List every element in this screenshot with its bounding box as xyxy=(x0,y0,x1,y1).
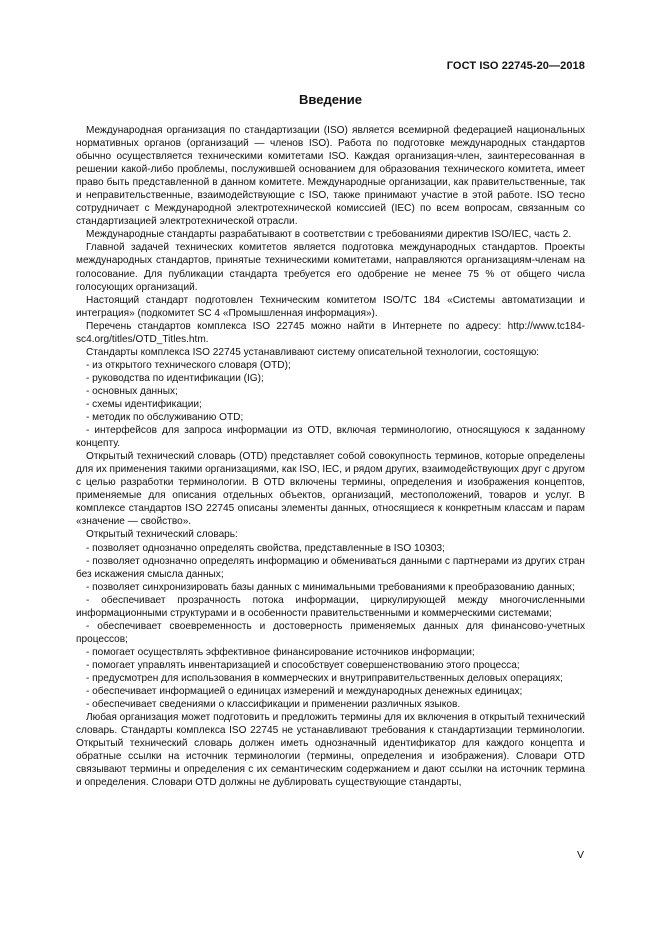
paragraph: Главной задачей технических комитетов является подготовка международных стандартов. Проекты международных стандартов, принятые техническими комитетами, направляются организациям-членам на голосование. Для публикации стандарта требуется его одобрение не менее 75 % от общего числа голосующих организаций. xyxy=(76,242,585,293)
list-item: - методик по обслуживанию OTD; xyxy=(86,412,244,424)
list-item: - основных данных; xyxy=(86,385,178,397)
paragraph: Настоящий стандарт подготовлен Техническим комитетом ISO/TC 184 «Системы автоматизации и интеграция» (подкомитет SC 4 «Промышленная информация»). xyxy=(76,294,585,319)
list-item: - помогает осуществлять эффективное финансирование источников информации; xyxy=(86,646,475,658)
list-item: - из открытого технического словаря (OTD); xyxy=(86,359,291,371)
paragraph: Любая организация может подготовить и предложить термины для их включения в открытый технический словарь. Стандарты комплекса ISO 22745 не устанавливают требования к стандартизации терминологии. Открытый технический словарь должен иметь однозначный идентификатор для каждого концепта и обратные ссылки на источник терминологии (термины, определения и изображения). Словари OTD связывают термины и определения с их семантическим содержанием и дают ссылки на источник термина и определения. Словари OTD должны не дублировать существующие стандарты, xyxy=(76,712,585,789)
list-item: - обеспечивает информацией о единицах измерений и международных денежных единицах; xyxy=(86,686,523,698)
list-item: - помогает управлять инвентаризацией и способствует совершенствованию этого процесса; xyxy=(86,659,520,671)
section-title: Введение xyxy=(299,92,362,107)
list-item: - интерфейсов для запроса информации из OTD, включая терминологию, относящуюся к заданному концепту. xyxy=(76,425,585,450)
list-item: - позволяет однозначно определять информацию и обмениваться данными с партнерами из других стран без искажения смысла данных; xyxy=(76,555,585,580)
document-body xyxy=(76,124,585,789)
list-item: - руководства по идентификации (IG); xyxy=(86,372,264,384)
list-item: - обеспечивает прозрачность потока информации, циркулирующей между многочисленными информационными структурами и в особенности правительственными и коммерческими системами; xyxy=(76,594,585,619)
list-item: - позволяет однозначно определять свойства, представленные в ISO 10303; xyxy=(86,542,445,554)
paragraph: Международные стандарты разрабатывают в соответствии с требованиями директив ISO/IEC, часть 2. xyxy=(86,229,572,241)
list-item: - предусмотрен для использования в коммерческих и внутриправительственных деловых операциях; xyxy=(86,672,563,684)
paragraph: Перечень стандартов комплекса ISO 22745 можно найти в Интернете по адресу: http://www.tc184-sc4.org/titles/OTD_Titles.htm. xyxy=(76,320,585,345)
component-list xyxy=(76,359,585,450)
list-item: - позволяет синхронизировать базы данных с минимальными требованиями к преобразованию данных; xyxy=(86,581,575,593)
page-number: V xyxy=(576,849,584,861)
paragraph: Открытый технический словарь: xyxy=(86,529,238,541)
document-id: ГОСТ ISO 22745-20—2018 xyxy=(446,60,585,72)
features-list xyxy=(76,542,585,712)
list-item: - обеспечивает своевременность и достоверность применяемых данных для финансово-учетных процессов; xyxy=(76,620,585,645)
paragraph: Открытый технический словарь (OTD) представляет собой совокупность терминов, которые определены для их применения такими организациями, как ISO, IEC, и рядом других, взаимодействующих друг с другом с целью разработки терминологии. В OTD включены термины, определения и изображения концептов, применяемые для описания отдельных объектов, организаций, местоположений, товаров и услуг. В комплексе стандартов ISO 22745 описаны элементы данных, относящиеся к конкретным классам и парам «значение — свойство». xyxy=(76,451,585,528)
paragraph: Международная организация по стандартизации (ISO) является всемирной федерацией национальных нормативных органов (организаций — членов ISO). Работа по подготовке международных стандартов обычно осуществляется техническими комитетами ISO. Каждая организация-член, заинтересованная в решении какой-либо проблемы, послужившей основанием для образования технического комитета, имеет право быть представленной в данном комитете. Международные организации, как правительственные, так и неправительственные, взаимодействующие с ISO, также принимают участие в этой работе. ISO тесно сотрудничает с Международной электротехнической комиссией (IEC) по всем вопросам, связанным со стандартизацией электротехнической отрасли. xyxy=(76,125,585,228)
paragraph: Стандарты комплекса ISO 22745 устанавливают систему описательной технологии, состоящую: xyxy=(86,346,540,358)
list-item: - обеспечивает сведениями о классификации и применении различных языков. xyxy=(86,699,461,711)
list-item: - схемы идентификации; xyxy=(86,398,202,410)
